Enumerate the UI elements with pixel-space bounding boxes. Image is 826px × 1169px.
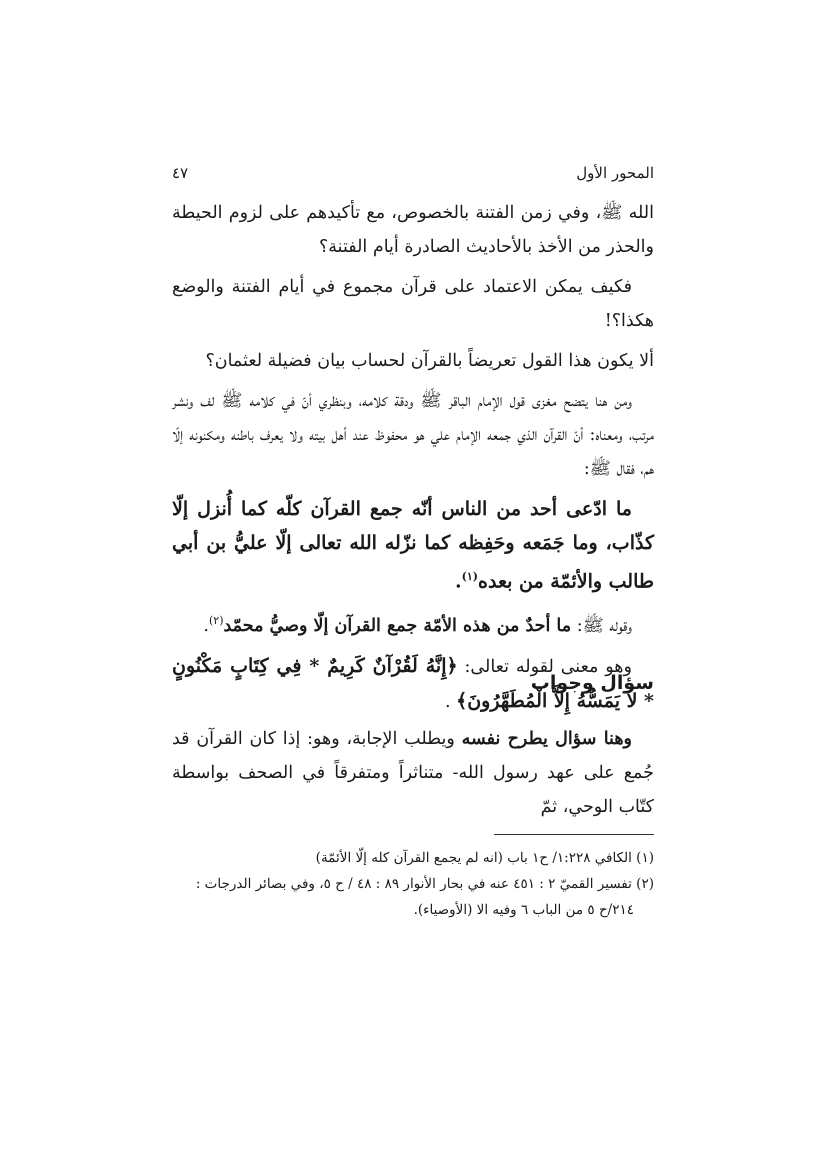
footnote-2: (٢) تفسير القميّ ٢ : ٤٥١ عنه في بحار الأنوار ٨٩ : ٤٨ / ح ٥، وفي بصائر الدرجات : <box>195 876 654 892</box>
footnote-1: (١) الكافي ١:٢٢٨/ ح١ باب (انه لم يجمع القرآن كله إلّا الأئمّة) <box>315 850 654 866</box>
footnote-ref-2: (٢) <box>208 614 224 628</box>
section-heading: سؤال وجواب <box>530 672 654 694</box>
paragraph-1: الله ﷺ، وفي زمن الفتنة بالخصوص، مع تأكيدهم على لزوم الحيطة والحذر من الأخذ بالأحاديث الصادرة أيام الفتنة؟ <box>172 203 654 257</box>
footnote-separator <box>494 834 654 835</box>
hadith-quote-1-text: ما ادّعى أحد من الناس أنّه جمع القرآن كلّه كما أُنزل إلّا كذّاب، وما جَمَعه وحَفِظه كما نزّله الله تعالى إلّا عليُّ بن أبي طالب والأئمّة من بعده <box>172 498 654 593</box>
running-title: المحور الأول <box>576 164 654 182</box>
hadith-quote-2-text: ما أحدٌ من هذه الأمّة جمع القرآن إلّا وصيُّ محمّد <box>223 616 572 637</box>
hadith-quote-2: وقوله ﷺ: ما أحدٌ من هذه الأمّة جمع القرآن إلّا وصيُّ محمّد$^{(٢)}$. <box>203 614 632 637</box>
page-header <box>172 164 654 188</box>
paragraph-2: فكيف يمكن الاعتماد على قرآن مجموع في أيام الفتنة والوضع هكذا؟! <box>172 277 654 331</box>
quran-verse: ﴿إِنَّهُ لَقُرْآنٌ كَرِيمٌ * فِي كِتَابٍ مَكْنُونٍ * لاَ يَمَسُّهُ إِلاَّ الْمُطَهَّرُونَ﴾ <box>172 655 654 713</box>
section-paragraph <box>172 722 654 824</box>
page-number: ٤٧ <box>172 164 189 182</box>
verse-end: . <box>444 692 451 713</box>
main-text <box>172 196 654 725</box>
quote2-lead: وقوله ﷺ: <box>576 616 632 637</box>
footnote-ref-1: (١) <box>461 570 479 583</box>
section-lead: وهنا سؤال يطرح نفسه <box>461 729 632 749</box>
footnotes <box>172 845 654 923</box>
footnote-2-continued: ٢١٤/ح ٥ من الباب ٦ وفيه الا (الأوصياء). <box>413 902 634 918</box>
paragraph-4: ومن هنا يتضح مغزى قول الإمام الباقر ﷺ ودقة كلامه، وبنظري أنّ في كلامه ﷺ لف ونشر مرتب، ومعناه: أنّ القرآن الذي جمعه الإمام علي هو محفوظ عند أهل بيته ولا يعرف باطنه ومكنونه إلّا هم، فقال ﷺ: <box>172 391 654 479</box>
section-body: ويطلب الإجابة، وهو: إذا كان القرآن قد جُمع على عهد رسول الله- متناثراً ومتفرقاً في الصحف بواسطة كتّاب الوحي، ثمّ <box>172 729 654 817</box>
paragraph-3: ألا يكون هذا القول تعريضاً بالقرآن لحساب بيان فضيلة لعثمان؟ <box>205 351 654 371</box>
section-text <box>172 722 654 830</box>
verse-lead: وهو معنى لقوله تعالى: <box>464 657 632 678</box>
hadith-quote-1: ما ادّعى أحد من الناس أنّه جمع القرآن كلّه كما أُنزل إلّا كذّاب، وما جَمَعه وحَفِظه كما نزّله الله تعالى إلّا عليُّ بن أبي طالب والأئمّة من بعده$^{(١)}$. <box>172 498 654 593</box>
